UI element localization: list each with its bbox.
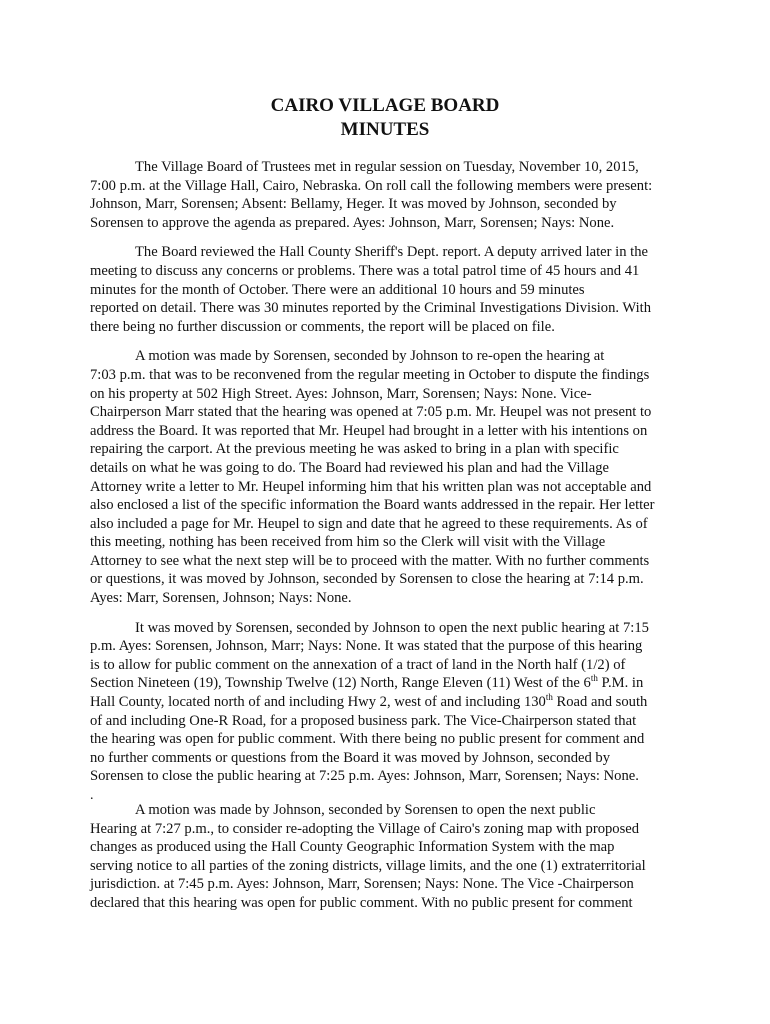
paragraph-roll-call: [90, 158, 680, 232]
document-title: [90, 94, 680, 142]
text-fragment: Hall County, located north of and including Hwy 2, west of and including 130: [90, 694, 546, 711]
minutes-body: [90, 158, 680, 913]
text-line: A motion was made by Johnson, seconded by Sorensen to open the next public: [135, 802, 596, 818]
title-line-2: MINUTES: [340, 119, 430, 140]
text-line: serving notice to all parties of the zoning districts, village limits, and the one (1) extraterritorial: [90, 857, 646, 874]
text-line: Johnson, Marr, Sorensen; Absent: Bellamy, Heger. It was moved by Johnson, seconded by: [90, 196, 617, 213]
text-line: changes as produced using the Hall County Geographic Information System with the map: [90, 839, 615, 856]
paragraph-heupel-hearing: [90, 347, 680, 607]
text-fragment: Road and south: [552, 694, 648, 711]
text-line: Sorensen to close the public hearing at 7:25 p.m. Ayes: Johnson, Marr, Sorensen; Nays: None.: [90, 768, 639, 785]
text-line: jurisdiction. at 7:45 p.m. Ayes: Johnson, Marr, Sorensen; Nays: None. The Vice -Chairperson: [90, 876, 634, 893]
text-line: The Village Board of Trustees met in regular session on Tuesday, November 10, 2015,: [135, 159, 639, 175]
ordinal-suffix: th: [590, 673, 598, 684]
paragraph-zoning-hearing: [90, 801, 680, 913]
text-line: on his property at 502 High Street. Ayes: Johnson, Marr, Sorensen; Nays: None. Vice-: [90, 385, 592, 402]
text-line: reported on detail. There was 30 minutes reported by the Criminal Investigations Division. With: [90, 300, 652, 317]
text-line: Hearing at 7:27 p.m., to consider re-adopting the Village of Cairo's zoning map with proposed: [90, 820, 640, 837]
text-line: meeting to discuss any concerns or problems. There was a total patrol time of 45 hours and 41: [90, 262, 640, 279]
text-line: also included a page for Mr. Heupel to sign and date that he agreed to these requirements. As of: [90, 515, 648, 532]
text-line: [90, 674, 680, 693]
text-line: The Board reviewed the Hall County Sheriff's Dept. report. A deputy arrived later in the: [135, 244, 648, 261]
title-line-1: CAIRO VILLAGE BOARD: [270, 95, 500, 116]
paragraph-sheriff-report: [90, 243, 680, 336]
text-line: Sorensen to approve the agenda as prepared. Ayes: Johnson, Marr, Sorensen; Nays: None.: [90, 214, 615, 231]
text-line: 7:03 p.m. that was to be reconvened from the regular meeting in October to dispute the findings: [90, 366, 650, 383]
text-line: this meeting, nothing has been received from him so the Clerk will visit with the Village: [90, 534, 606, 551]
text-line: It was moved by Sorensen, seconded by Johnson to open the next public hearing at 7:15: [135, 619, 649, 636]
text-line: there being no further discussion or comments, the report will be placed on file.: [90, 318, 555, 335]
text-line: p.m. Ayes: Sorensen, Johnson, Marr; Nays: None. It was stated that the purpose of this hearing: [90, 638, 643, 655]
ordinal-suffix: th: [545, 692, 553, 703]
text-line: declared that this hearing was open for public comment. With no public present for comment: [90, 894, 633, 911]
text-line: also enclosed a list of the specific information the Board wants addressed in the repair. Her letter: [90, 497, 655, 514]
paragraph-annexation-hearing: [90, 619, 680, 786]
text-line: 7:00 p.m. at the Village Hall, Cairo, Nebraska. On roll call the following members were present:: [90, 177, 653, 194]
text-fragment: Section Nineteen (19), Township Twelve (12) North, Range Eleven (11) West of the 6: [90, 675, 591, 692]
text-line: A motion was made by Sorensen, seconded by Johnson to re-open the hearing at: [135, 348, 605, 365]
text-line: Ayes: Marr, Sorensen, Johnson; Nays: None.: [90, 590, 352, 607]
text-line: repairing the carport. At the previous meeting he was asked to bring in a plan with specific: [90, 441, 619, 458]
text-line: Attorney write a letter to Mr. Heupel informing him that his written plan was not acceptable and: [90, 478, 652, 495]
text-line: of and including One-R Road, for a proposed business park. The Vice-Chairperson stated that: [90, 712, 637, 729]
text-line: minutes for the month of October. There were an additional 10 hours and 59 minutes: [90, 281, 585, 298]
text-line: Attorney to see what the next step will be to proceed with the matter. With no further comments: [90, 552, 650, 569]
text-line: or questions, it was moved by Johnson, seconded by Sorensen to close the hearing at 7:14 p.m.: [90, 571, 644, 588]
text-line: the hearing was open for public comment. With there being no public present for comment and: [90, 731, 645, 748]
text-fragment: P.M. in: [597, 675, 644, 692]
text-line: is to allow for public comment on the annexation of a tract of land in the North half (1/2) of: [90, 656, 626, 673]
stray-period: .: [90, 788, 94, 803]
text-line: no further comments or questions from the Board it was moved by Johnson, seconded by: [90, 749, 611, 766]
text-line: Chairperson Marr stated that the hearing was opened at 7:05 p.m. Mr. Heupel was not present to: [90, 404, 652, 421]
text-line: details on what he was going to do. The Board had reviewed his plan and had the Village: [90, 459, 609, 476]
text-line: address the Board. It was reported that Mr. Heupel had brought in a letter with his intentions on: [90, 422, 648, 439]
text-line: [90, 693, 680, 712]
